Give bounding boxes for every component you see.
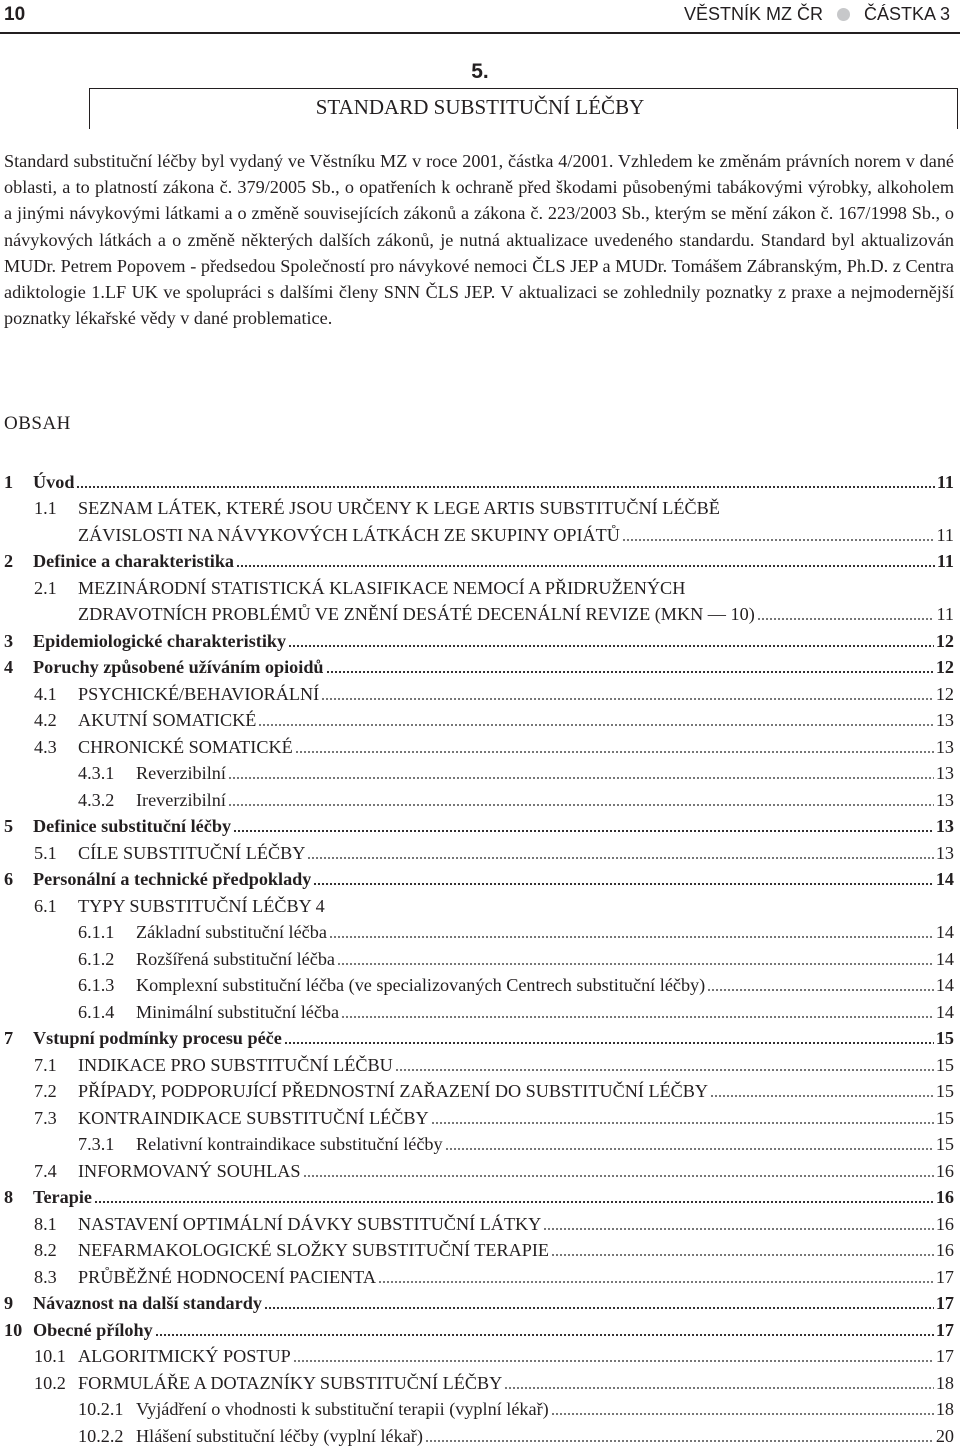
journal-name: VĚSTNÍK MZ ČR [683, 4, 823, 24]
toc-dot-leader [551, 1253, 934, 1257]
toc-dot-leader [258, 723, 933, 727]
toc-entry-page: 15 [935, 1028, 954, 1048]
section-number: 5. [471, 60, 489, 83]
toc-entry-title: SEZNAM LÁTEK, KTERÉ JSOU URČENY K LEGE ARTIS SUBSTITUČNÍ LÉČBĚ [78, 498, 720, 518]
toc-entry-title: Epidemiologické charakteristiky [33, 630, 287, 651]
toc-entry[interactable] [0, 917, 960, 944]
toc-entry-page: 13 [935, 816, 954, 836]
toc-dot-leader [710, 1094, 934, 1098]
toc-entry-page: 11 [936, 551, 954, 571]
toc-entry-title: Návaznost na další standardy [33, 1293, 262, 1313]
toc-entry[interactable] [0, 1235, 960, 1262]
toc-entry-page: 16 [935, 1213, 954, 1234]
toc-entry-number: 9 [4, 1293, 14, 1313]
toc-entry-page: 12 [935, 630, 954, 651]
toc-entry-title: Relativní kontraindikace substituční léčby [136, 1134, 443, 1154]
bullet-dot-icon [837, 8, 850, 21]
toc-entry-page: 15 [935, 1081, 954, 1101]
toc-entry[interactable] [0, 1155, 960, 1182]
toc-entry-number: 3 [4, 630, 14, 651]
toc-dot-leader [155, 1333, 934, 1337]
toc-entry-title: KONTRAINDIKACE SUBSTITUČNÍ LÉČBY [78, 1107, 429, 1128]
toc-entry[interactable] [0, 943, 960, 970]
journal-title [684, 4, 950, 25]
toc-entry[interactable] [0, 1341, 960, 1368]
toc-entry-page: 14 [935, 1001, 954, 1022]
section-title: STANDARD SUBSTITUČNÍ LÉČBY [315, 95, 645, 119]
toc-dot-leader [293, 1359, 934, 1363]
toc-entry-number: 8.2 [34, 1240, 57, 1260]
toc-dot-leader [76, 485, 934, 489]
toc-entry[interactable] [0, 837, 960, 864]
toc-entry-title: CÍLE SUBSTITUČNÍ LÉČBY [78, 842, 306, 863]
toc-entry-title: AKUTNÍ SOMATICKÉ [78, 710, 257, 730]
running-header [0, 0, 960, 34]
toc-dot-leader [378, 1280, 934, 1284]
toc-entry-number: 4.1 [34, 683, 57, 704]
toc-entry[interactable] [0, 652, 960, 679]
toc-heading: OBSAH [4, 413, 71, 434]
toc-entry-number: 4.3 [34, 736, 57, 757]
toc-entry[interactable] [0, 1261, 960, 1288]
toc-dot-leader [543, 1227, 933, 1231]
table-of-contents [0, 466, 960, 1447]
toc-entry-number: 4.2 [34, 710, 57, 730]
toc-entry-title: Vyjádření o vhodnosti k substituční terapii (vyplní lékař) [136, 1399, 549, 1419]
toc-entry-number: 7.1 [34, 1054, 57, 1075]
toc-dot-leader [264, 1306, 934, 1310]
toc-entry-title: PŘÍPADY, PODPORUJÍCÍ PŘEDNOSTNÍ ZAŘAZENÍ DO SUBSTITUČNÍ LÉČBY [78, 1081, 709, 1101]
toc-entry-number: 6.1.3 [78, 975, 115, 995]
toc-dot-leader [313, 882, 933, 886]
header-rule [0, 32, 960, 34]
toc-entry-number: 4.3.2 [78, 789, 115, 810]
toc-entry-page: 17 [935, 1293, 954, 1313]
toc-entry-number: 5 [4, 816, 14, 836]
toc-dot-leader [395, 1068, 934, 1072]
toc-entry[interactable] [0, 970, 960, 997]
toc-entry-title: TYPY SUBSTITUČNÍ LÉČBY 4 [78, 895, 325, 916]
toc-entry-number: 10.2.2 [78, 1425, 124, 1446]
toc-entry-title: Ireverzibilní [136, 789, 226, 810]
toc-entry[interactable] [0, 625, 960, 652]
toc-entry-title: Terapie [33, 1187, 92, 1207]
toc-entry-title: Definice a charakteristika [33, 551, 235, 571]
toc-entry-number: 7 [4, 1028, 14, 1048]
intro-paragraph [4, 148, 954, 331]
toc-entry[interactable] [0, 705, 960, 732]
toc-entry-page: 18 [935, 1372, 954, 1393]
toc-entry[interactable] [0, 731, 960, 758]
toc-entry[interactable] [0, 493, 960, 520]
toc-entry-number: 6.1.2 [78, 948, 115, 969]
toc-entry-page: 12 [935, 657, 954, 677]
toc-entry-title: ALGORITMICKÝ POSTUP [78, 1346, 291, 1366]
toc-entry-page: 18 [935, 1399, 954, 1419]
toc-entry-number: 8.1 [34, 1213, 57, 1234]
toc-entry-number: 7.2 [34, 1081, 57, 1101]
toc-dot-leader [551, 1412, 934, 1416]
toc-dot-leader [757, 617, 935, 621]
toc-entry[interactable] [0, 784, 960, 811]
toc-dot-leader [94, 1200, 934, 1204]
toc-entry-title: MEZINÁRODNÍ STATISTICKÁ KLASIFIKACE NEMOCÍ A PŘIDRUŽENÝCH [78, 577, 686, 598]
toc-entry-title: Personální a technické předpoklady [33, 869, 312, 889]
toc-entry-number: 1 [4, 471, 14, 492]
toc-dot-leader [504, 1386, 934, 1390]
toc-entry-page: 15 [935, 1134, 954, 1154]
toc-dot-leader [445, 1147, 934, 1151]
toc-entry-number: 6.1.4 [78, 1001, 115, 1022]
toc-entry[interactable] [0, 572, 960, 599]
toc-entry-number: 10.1 [34, 1346, 66, 1366]
toc-dot-leader [295, 750, 934, 754]
toc-entry-title: Hlášení substituční léčby (vyplní lékař) [136, 1425, 423, 1446]
toc-entry-number: 6 [4, 869, 14, 889]
journal-part: ČÁSTKA 3 [863, 4, 950, 24]
toc-entry-page: 16 [935, 1187, 954, 1207]
toc-entry-title: PSYCHICKÉ/BEHAVIORÁLNÍ [78, 683, 320, 704]
toc-entry-title: NEFARMAKOLOGICKÉ SLOŽKY SUBSTITUČNÍ TERAPIE [78, 1240, 550, 1260]
toc-dot-leader [233, 829, 934, 833]
toc-entry-page: 13 [935, 710, 954, 730]
toc-entry-title: Úvod [33, 471, 75, 492]
toc-dot-leader [303, 1174, 934, 1178]
toc-entry[interactable] [0, 1394, 960, 1421]
toc-entry-page: 20 [935, 1425, 954, 1446]
toc-entry-page: 11 [936, 524, 954, 545]
toc-entry-number: 7.4 [34, 1160, 57, 1181]
toc-entry-title: Minimální substituční léčba [136, 1001, 340, 1022]
toc-entry-title: Obecné přílohy [33, 1319, 153, 1340]
page-number: 10 [4, 4, 26, 25]
toc-dot-leader [288, 644, 934, 648]
toc-dot-leader [284, 1041, 934, 1045]
toc-entry[interactable] [0, 811, 960, 838]
toc-entry[interactable] [0, 1129, 960, 1156]
toc-entry[interactable] [0, 1049, 960, 1076]
toc-entry[interactable] [0, 1182, 960, 1209]
toc-dot-leader [321, 697, 934, 701]
toc-entry-title: Komplexní substituční léčba (ve specializovaných Centrech substituční léčby) [136, 975, 706, 995]
toc-entry[interactable] [0, 864, 960, 891]
toc-entry-title: Rozšířená substituční léčba [136, 948, 335, 969]
toc-entry-page: 11 [936, 471, 954, 492]
toc-dot-leader [337, 962, 934, 966]
toc-entry-number: 6.1 [34, 895, 57, 916]
toc-entry-page: 16 [935, 1160, 954, 1181]
toc-entry-page: 12 [935, 683, 954, 704]
toc-entry[interactable] [0, 519, 960, 546]
toc-entry-page: 17 [935, 1346, 954, 1366]
toc-entry-page: 15 [935, 1107, 954, 1128]
toc-entry-page: 13 [935, 842, 954, 863]
toc-entry-page: 13 [935, 789, 954, 810]
toc-entry[interactable] [0, 1102, 960, 1129]
toc-dot-leader [431, 1121, 934, 1125]
toc-entry-number: 7.3.1 [78, 1134, 115, 1154]
toc-entry-page: 13 [935, 763, 954, 783]
toc-entry-title: ZÁVISLOSTI NA NÁVYKOVÝCH LÁTKÁCH ZE SKUPINY OPIÁTŮ [78, 524, 620, 545]
toc-dot-leader [622, 538, 935, 542]
toc-entry[interactable] [0, 466, 960, 493]
toc-entry-number: 6.1.1 [78, 922, 115, 942]
toc-entry-title: Vstupní podmínky procesu péče [33, 1028, 282, 1048]
toc-entry-title: NASTAVENÍ OPTIMÁLNÍ DÁVKY SUBSTITUČNÍ LÁTKY [78, 1213, 542, 1234]
toc-entry[interactable] [0, 1023, 960, 1050]
intro-text: Standard substituční léčby byl vydaný ve Věstníku MZ v roce 2001, částka 4/2001. Vzhledem ke změnám právních norem v dané oblasti, a to platností zákona č. 379/2005 Sb., o opatřeních k ochraně před škodami působenými tabákovými výrobky, alkoholem a jinými návykovými látkami a o změně souvisejících zákonů a zákona č. 223/2003 Sb., kterým se mění zákon č. 167/1998 Sb., o návykových látkách a o změně některých dalších zákonů, je nutná aktualizace uvedeného standardu. Standard byl aktualizován MUDr. Petrem Popovem - předsedou Společností pro návykové nemoci ČLS JEP a MUDr. Tomášem Zábranským, Ph.D. z Centra adiktologie 1.LF UK ve spolupráci s dalšími členy SNN ČLS JEP. V aktualizaci se zohlednily poznatky z praxe a nejmodernější poznatky lékařské vědy v dané problematice. [4, 151, 954, 329]
toc-entry-title: Definice substituční léčby [33, 816, 232, 836]
toc-dot-leader [307, 856, 933, 860]
toc-entry-number: 4.3.1 [78, 763, 115, 783]
toc-entry-page: 11 [936, 604, 954, 624]
toc-entry-number: 4 [4, 657, 14, 677]
toc-entry-number: 8 [4, 1187, 14, 1207]
toc-entry-number: 1.1 [34, 498, 57, 518]
toc-entry-page: 14 [935, 869, 954, 889]
toc-dot-leader [228, 803, 934, 807]
toc-entry-page: 17 [935, 1319, 954, 1340]
toc-entry-number: 8.3 [34, 1266, 57, 1287]
toc-entry-number: 7.3 [34, 1107, 57, 1128]
toc-entry-page: 16 [935, 1240, 954, 1260]
toc-entry[interactable] [0, 1314, 960, 1341]
toc-entry[interactable] [0, 678, 960, 705]
toc-entry[interactable] [0, 996, 960, 1023]
toc-entry-page: 13 [935, 736, 954, 757]
toc-entry[interactable] [0, 1076, 960, 1103]
toc-dot-leader [341, 1015, 934, 1019]
toc-entry-page: 14 [935, 922, 954, 942]
toc-dot-leader [236, 564, 935, 568]
toc-entry-number: 10 [4, 1319, 23, 1340]
toc-entry-page: 15 [935, 1054, 954, 1075]
toc-entry-page: 17 [935, 1266, 954, 1287]
toc-entry-number: 5.1 [34, 842, 57, 863]
toc-dot-leader [228, 776, 934, 780]
toc-entry-title: INFORMOVANÝ SOUHLAS [78, 1160, 301, 1181]
toc-entry-title: Poruchy způsobené užíváním opioidů [33, 657, 324, 677]
toc-entry[interactable] [0, 1367, 960, 1394]
toc-entry-number: 10.2 [34, 1372, 66, 1393]
toc-entry-title: CHRONICKÉ SOMATICKÉ [78, 736, 293, 757]
toc-dot-leader [326, 670, 934, 674]
toc-entry[interactable] [0, 1208, 960, 1235]
toc-dot-leader [329, 935, 934, 939]
toc-entry-title: INDIKACE PRO SUBSTITUČNÍ LÉČBU [78, 1054, 393, 1075]
toc-entry-title: PRŮBĚŽNÉ HODNOCENÍ PACIENTA [78, 1266, 376, 1287]
toc-entry[interactable] [0, 1288, 960, 1315]
toc-entry[interactable] [0, 546, 960, 573]
toc-entry-title: Základní substituční léčba [136, 922, 327, 942]
toc-entry-number: 2 [4, 551, 14, 571]
toc-entry-page: 14 [935, 948, 954, 969]
toc-entry-number: 10.2.1 [78, 1399, 124, 1419]
toc-dot-leader [425, 1439, 934, 1443]
toc-entry[interactable] [0, 599, 960, 626]
toc-entry[interactable] [0, 890, 960, 917]
toc-entry[interactable] [0, 758, 960, 785]
toc-entry-page: 14 [935, 975, 954, 995]
toc-entry-title: Reverzibilní [136, 763, 226, 783]
toc-entry-title: ZDRAVOTNÍCH PROBLÉMŮ VE ZNĚNÍ DESÁTÉ DECENÁLNÍ REVIZE (MKN — 10) [78, 604, 755, 624]
toc-entry-number: 2.1 [34, 577, 57, 598]
toc-dot-leader [707, 988, 934, 992]
toc-entry-title: FORMULÁŘE A DOTAZNÍKY SUBSTITUČNÍ LÉČBY [78, 1372, 503, 1393]
